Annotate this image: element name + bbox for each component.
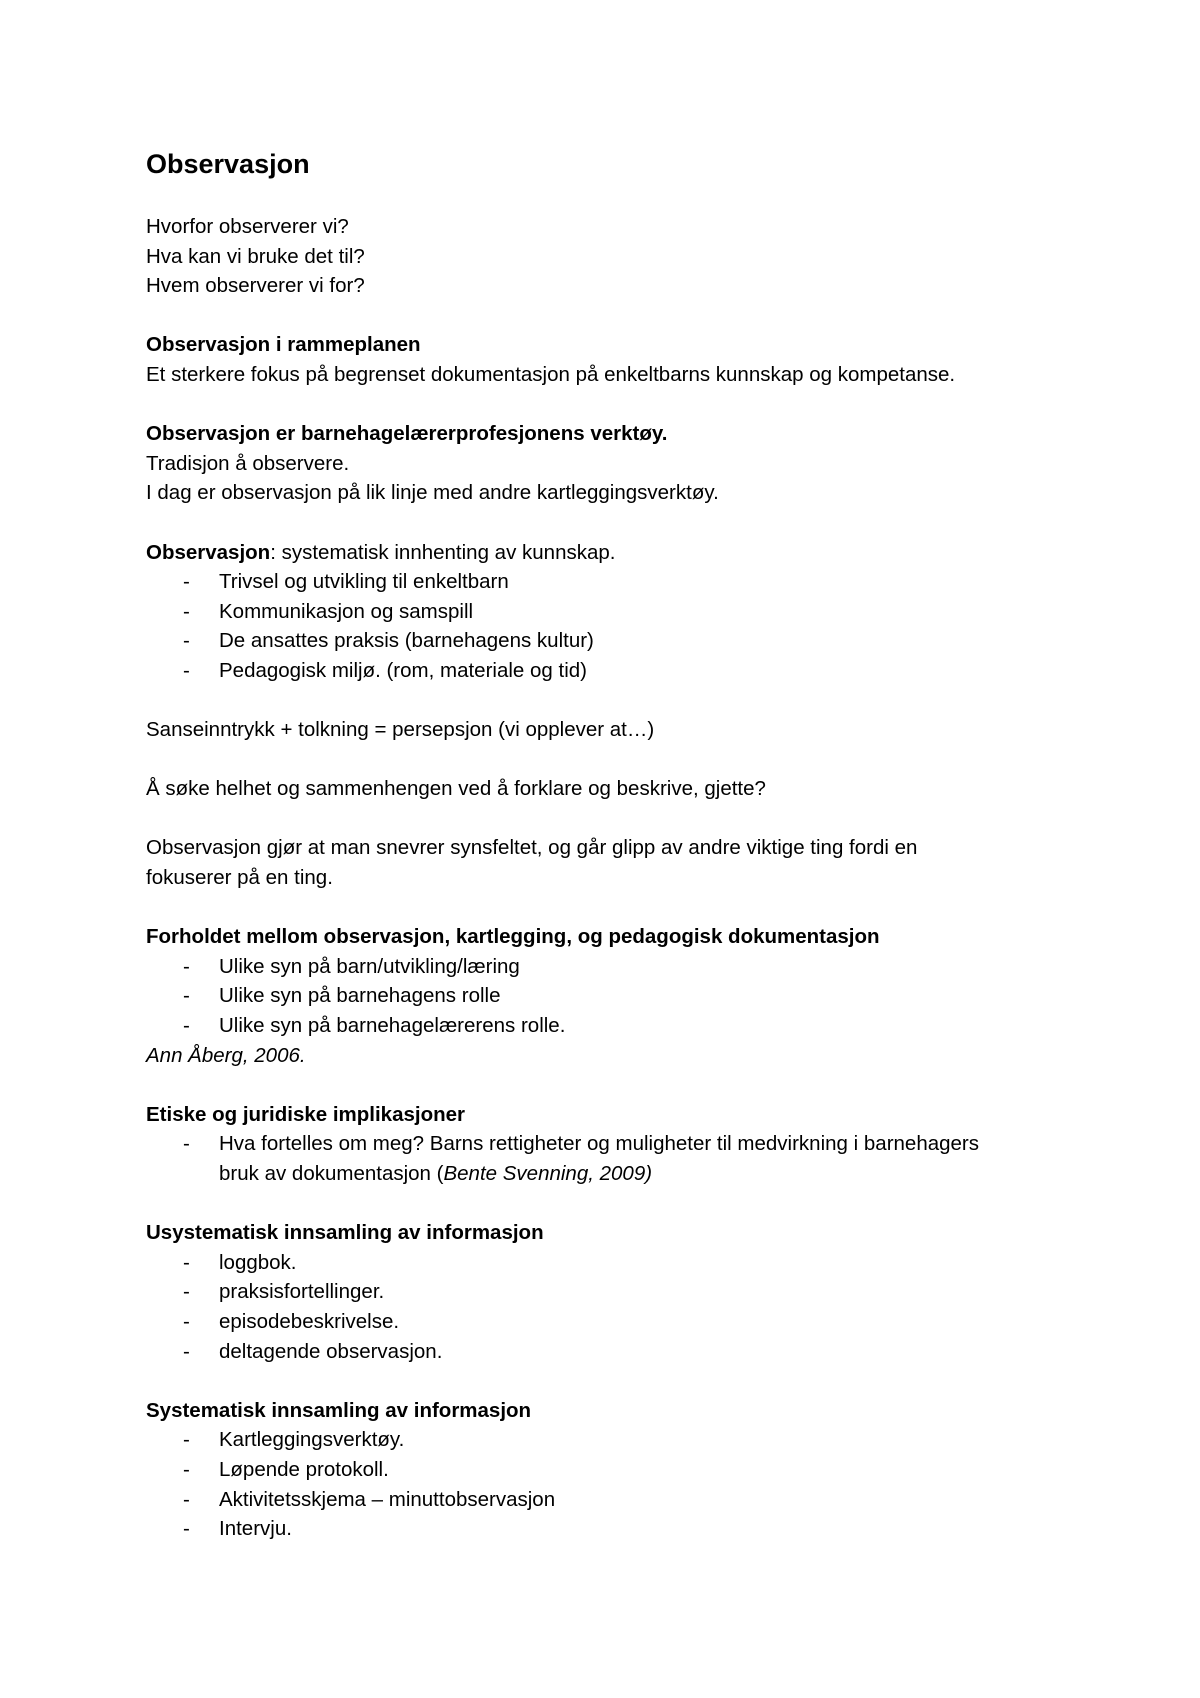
bullet-dash: - [183,1250,190,1274]
bullet-dash: - [183,570,190,594]
list-item-text: Pedagogisk miljø. (rom, materiale og tid) [219,658,587,682]
list-item [146,1514,1050,1544]
bullet-dash: - [183,1487,190,1511]
section-verktoy [146,419,1050,508]
list-item [146,981,1050,1011]
intro-question: Hvorfor observerer vi? [146,215,349,238]
bullet-dash: - [183,1309,190,1333]
list-item-text: De ansattes praksis (barnehagens kultur) [219,629,594,653]
section-rammeplan [146,330,1050,389]
list-item-text: Kommunikasjon og samspill [219,599,474,623]
definition-term: Observasjon [146,540,271,564]
list-item-text: Intervju. [219,1517,292,1541]
list-item-text: Ulike syn på barnehagelærerens rolle. [219,1014,566,1038]
section-heading: Observasjon i rammeplanen [146,333,421,357]
list-item-text: Ulike syn på barn/utvikling/læring [219,954,520,978]
section-systematisk [146,1396,1050,1544]
list-item-text: Trivsel og utvikling til enkeltbarn [219,570,509,594]
intro-questions [146,212,1050,301]
list-item [146,1337,1050,1367]
list-item-text: Ulike syn på barnehagens rolle [219,984,501,1008]
definition-line [146,538,1050,568]
list-item [146,597,1050,627]
bullet-dash: - [183,954,190,978]
bullet-dash: - [183,1132,190,1156]
paragraph: Tradisjon å observere. [146,451,350,475]
definition-text: : systematisk innhenting av kunnskap. [270,540,616,564]
list-item [146,1307,1050,1337]
section-forholdet [146,922,1050,1070]
list-item [146,1248,1050,1278]
bullet-dash: - [183,1280,190,1304]
bullet-dash: - [183,658,190,682]
citation: Bente Svenning, 2009) [443,1162,653,1185]
section-helhet [146,774,1050,804]
list-item [146,1277,1050,1307]
bullet-dash: - [183,1339,190,1363]
section-usystematisk [146,1218,1050,1366]
list-item [146,1129,1050,1188]
bullet-dash: - [183,984,190,1008]
list-item-text: praksisfortellinger. [219,1280,385,1304]
list-item-text: episodebeskrivelse. [219,1309,400,1333]
list-item-text: Løpende protokoll. [219,1457,389,1481]
list-item-text: bruk av dokumentasjon ( [219,1162,444,1185]
bullet-dash: - [183,1428,190,1452]
list-item-text: Aktivitetsskjema – minuttobservasjon [219,1487,556,1511]
intro-question: Hva kan vi bruke det til? [146,244,365,268]
list-item [146,626,1050,656]
section-snevrer [146,833,1050,892]
section-etiske [146,1100,1050,1189]
bullet-dash: - [183,1014,190,1038]
section-heading: Forholdet mellom observasjon, kartlegging, og pedagogisk dokumentasjon [146,925,880,949]
paragraph: Et sterkere fokus på begrenset dokumentasjon på enkeltbarns kunnskap og kompetanse. [146,362,956,386]
intro-question: Hvem observerer vi for? [146,274,365,298]
section-heading: Etiske og juridiske implikasjoner [146,1102,466,1126]
list-item [146,952,1050,982]
paragraph: Sanseinntrykk + tolkning = persepsjon (vi opplever at…) [146,718,655,742]
list-item [146,1425,1050,1455]
list-item [146,1011,1050,1041]
list-item-text: Hva fortelles om meg? Barns rettigheter og muligheter til medvirkning i barnehagers [219,1132,980,1156]
paragraph: I dag er observasjon på lik linje med andre kartleggingsverktøy. [146,481,719,505]
section-heading: Observasjon er barnehagelærerprofesjonens verktøy. [146,422,668,446]
list-item [146,567,1050,597]
section-heading: Usystematisk innsamling av informasjon [146,1221,544,1245]
bullet-dash: - [183,629,190,653]
bullet-dash: - [183,1457,190,1481]
section-heading: Systematisk innsamling av informasjon [146,1398,532,1422]
list-item-text: deltagende observasjon. [219,1339,443,1363]
paragraph: fokuserer på en ting. [146,866,333,890]
list-item-text-continued [219,1159,1050,1189]
page-title: Observasjon [146,149,310,179]
paragraph: Observasjon gjør at man snevrer synsfeltet, og går glipp av andre viktige ting fordi en [146,836,918,860]
list-item-text: loggbok. [219,1250,297,1274]
section-persepsjon [146,715,1050,745]
bullet-dash: - [183,599,190,623]
list-item-text: Kartleggingsverktøy. [219,1428,405,1452]
list-item [146,1485,1050,1515]
citation: Ann Åberg, 2006. [146,1043,306,1067]
list-item [146,1455,1050,1485]
section-definition [146,538,1050,686]
paragraph: Å søke helhet og sammenhengen ved å forklare og beskrive, gjette? [146,777,766,801]
bullet-dash: - [183,1517,190,1541]
list-item [146,656,1050,686]
